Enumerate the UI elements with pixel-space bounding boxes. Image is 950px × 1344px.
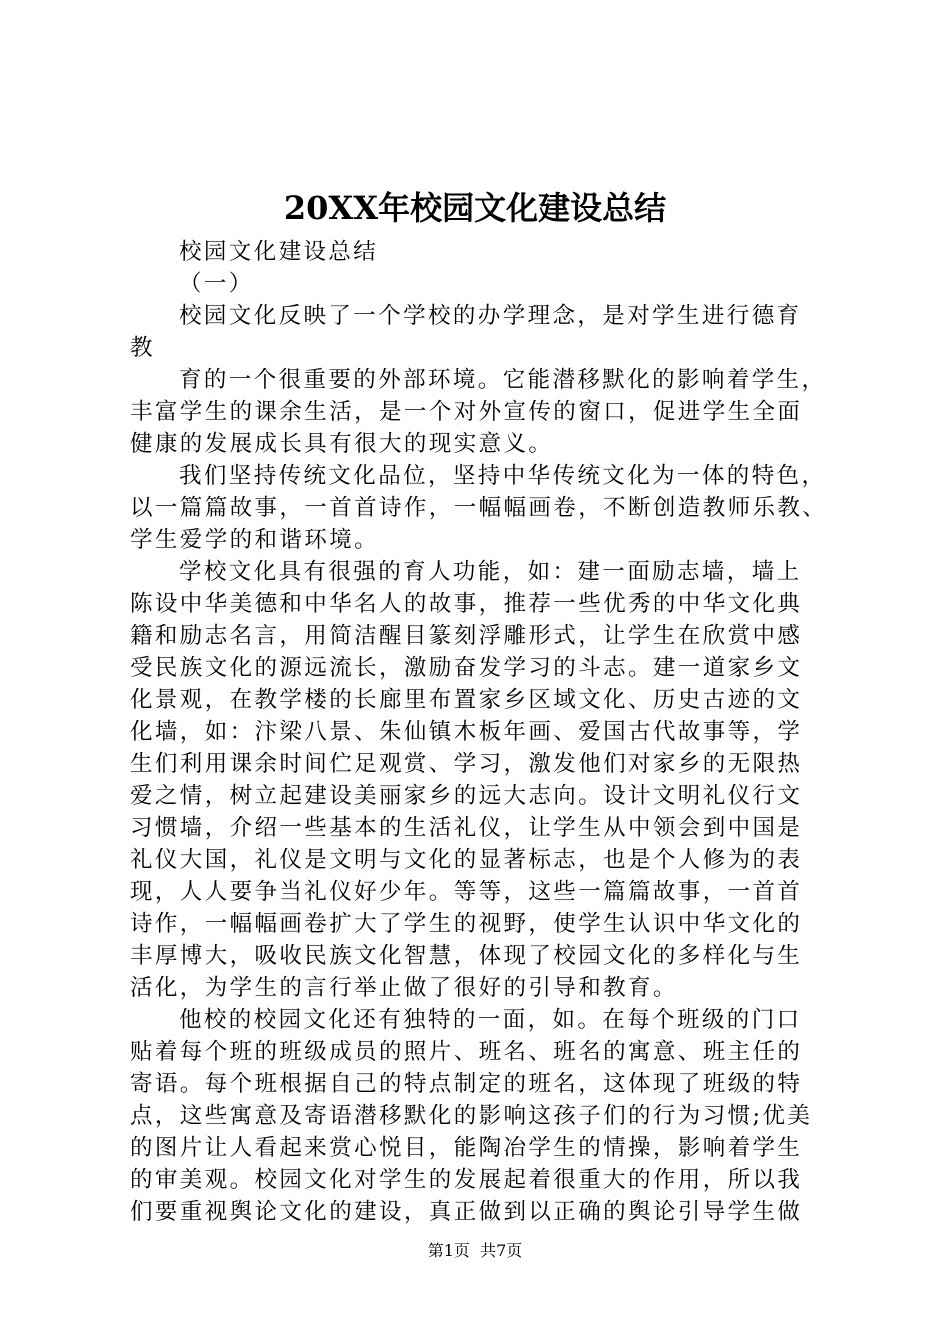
text-line: 学校文化具有很强的育人功能，如：建一面励志墙，墙上: [179, 559, 802, 585]
text-line: 化墙，如：汴梁八景、朱仙镇木板年画、爱国古代故事等，学: [130, 719, 803, 745]
text-line: 寄语。每个班根据自己的特点制定的班名，这体现了班级的特: [130, 1071, 803, 1097]
text-line: 诗作，一幅幅画卷扩大了学生的视野，使学生认识中华文化的: [130, 911, 803, 937]
text-line: 校园文化建设总结: [179, 239, 379, 265]
text-line: 们要重视舆论文化的建设，真正做到以正确的舆论引导学生做: [130, 1199, 803, 1225]
text-line: 礼仪大国，礼仪是文明与文化的显著标志，也是个人修为的表: [130, 847, 803, 873]
document-title: 20XX年校园文化建设总结: [283, 189, 667, 227]
text-line: 以一篇篇故事，一首首诗作，一幅幅画卷，不断创造教师乐教、: [130, 495, 828, 521]
text-line: 的审美观。校园文化对学生的发展起着很重大的作用，所以我: [130, 1167, 803, 1193]
text-line: 化景观，在教学楼的长廊里布置家乡区域文化、历史古迹的文: [130, 687, 803, 713]
text-line: 的图片让人看起来赏心悦目，能陶冶学生的情操，影响着学生: [130, 1135, 803, 1161]
text-line: 活化，为学生的言行举止做了很好的引导和教育。: [130, 975, 678, 1001]
text-line: 生们利用课余时间伫足观赏、学习，激发他们对家乡的无限热: [130, 751, 803, 777]
text-line: 校园文化反映了一个学校的办学理念，是对学生进行德育: [179, 303, 802, 329]
text-line: 籍和励志名言，用简洁醒目篆刻浮雕形式，让学生在欣赏中感: [130, 623, 803, 649]
text-line: 我们坚持传统文化品位，坚持中华传统文化为一体的特色，: [179, 463, 827, 489]
text-line: 丰富学生的课余生活，是一个对外宣传的窗口，促进学生全面: [130, 399, 803, 425]
text-line: 丰厚博大，吸收民族文化智慧，体现了校园文化的多样化与生: [130, 943, 803, 969]
text-line: （一）: [179, 271, 254, 297]
text-line: 爱之情，树立起建设美丽家乡的远大志向。设计文明礼仪行文: [130, 783, 803, 809]
text-line: 学生爱学的和谐环境。: [130, 527, 380, 553]
text-line: 教: [130, 335, 155, 361]
text-line: 受民族文化的源远流长，激励奋发学习的斗志。建一道家乡文: [130, 655, 803, 681]
text-line: 他校的校园文化还有独特的一面，如。在每个班级的门口: [179, 1007, 802, 1033]
document-body: [130, 236, 830, 1228]
text-line: 现，人人要争当礼仪好少年。等等，这些一篇篇故事，一首首: [130, 879, 803, 905]
page-number-footer: 第1页 共7页: [427, 1241, 523, 1260]
text-line: 健康的发展成长具有很大的现实意义。: [130, 431, 554, 457]
text-line: 陈设中华美德和中华名人的故事，推荐一些优秀的中华文化典: [130, 591, 803, 617]
text-line: 贴着每个班的班级成员的照片、班名、班名的寓意、班主任的: [130, 1039, 803, 1065]
text-line: 习惯墙，介绍一些基本的生活礼仪，让学生从中领会到中国是: [130, 815, 803, 841]
text-line: 点，这些寓意及寄语潜移默化的影响这孩子们的行为习惯;优美: [130, 1103, 813, 1129]
text-line: 育的一个很重要的外部环境。它能潜移默化的影响着学生，: [179, 367, 827, 393]
